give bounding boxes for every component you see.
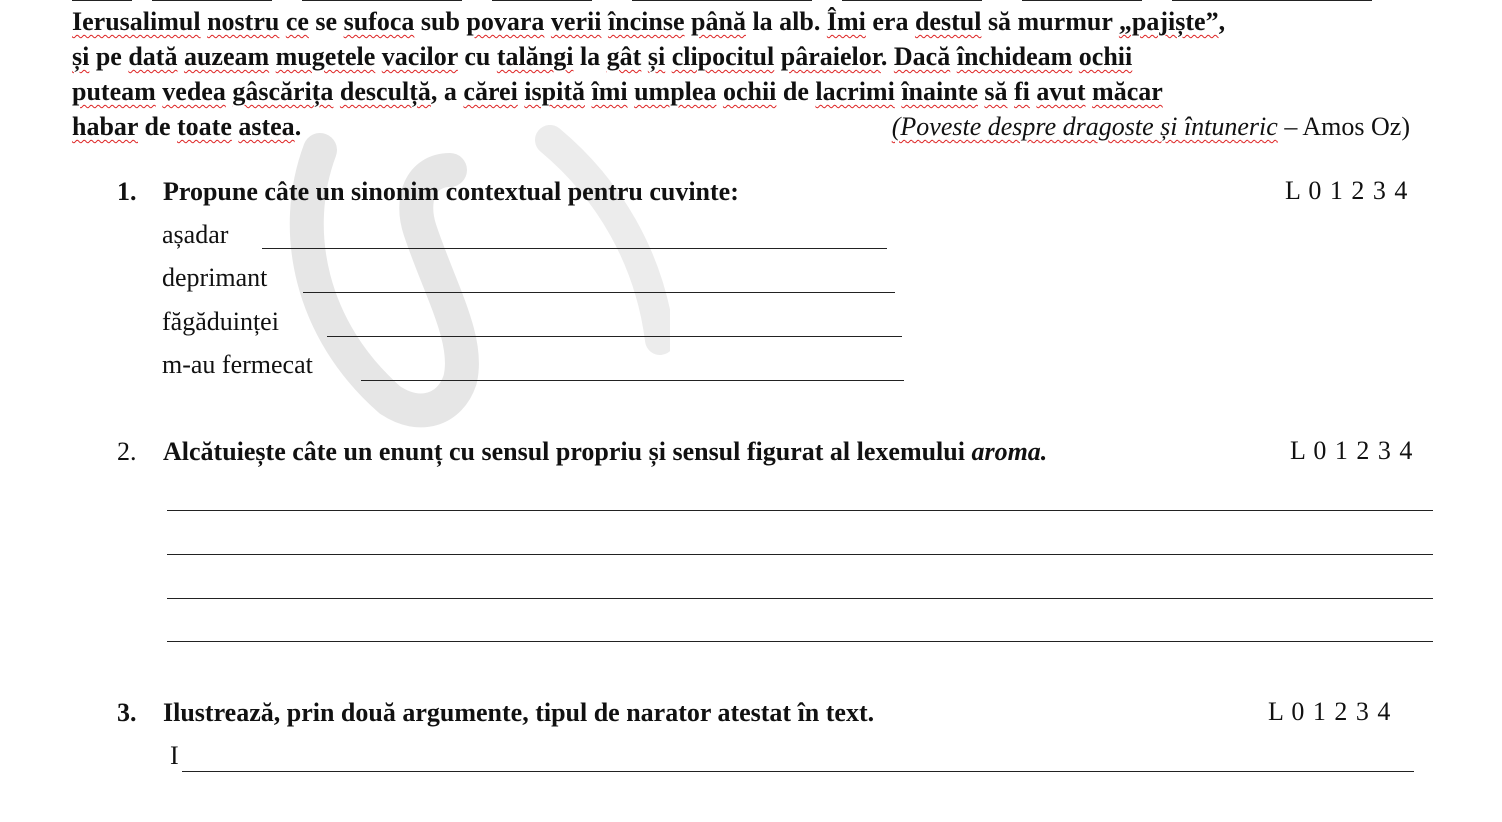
passage-word: nostru xyxy=(207,7,280,36)
question-1-number: 1. xyxy=(117,177,137,206)
passage-text: sub xyxy=(414,7,467,36)
passage-text: la alb. xyxy=(745,7,827,36)
passage-line xyxy=(72,39,1432,74)
synonym-word-1: așadar xyxy=(162,220,229,249)
passage-word: dată xyxy=(128,42,178,71)
passage-word: sufoca xyxy=(343,7,415,36)
question-2-number: 2. xyxy=(117,437,137,466)
passage-word: astea xyxy=(238,112,295,141)
passage-word: talăngi xyxy=(496,42,574,71)
passage-word: cărei xyxy=(463,77,518,106)
passage-text: . xyxy=(294,112,302,141)
passage-word: să xyxy=(984,77,1008,106)
passage-word: gât xyxy=(606,42,642,71)
answer-line-2-4[interactable] xyxy=(167,641,1433,642)
question-2-term: aroma. xyxy=(971,437,1048,466)
passage-word: Ierusalimul xyxy=(72,7,201,36)
question-1 xyxy=(117,176,1447,208)
passage-text: , a xyxy=(430,77,464,106)
question-3-score-scale: L 0 1 2 3 4 xyxy=(1268,697,1392,726)
question-3-text: Ilustrează, prin două argumente, tipul de narator atestat în text. xyxy=(163,698,875,727)
passage-word: închideam xyxy=(956,42,1073,71)
question-2-text xyxy=(163,436,1047,468)
question-2-score-scale: L 0 1 2 3 4 xyxy=(1290,436,1414,465)
question-3 xyxy=(117,697,1447,729)
source-work-title: (Poveste despre dragoste și întuneric xyxy=(891,112,1278,141)
passage-text: era xyxy=(865,7,915,36)
passage-word: Îmi xyxy=(826,7,866,36)
passage-word: măcar xyxy=(1092,77,1163,106)
passage-word: Dacă xyxy=(893,42,951,71)
question-3-number: 3. xyxy=(117,698,137,727)
argument-answer-line-1[interactable] xyxy=(182,771,1414,772)
passage-word: povara xyxy=(466,7,545,36)
question-2-text-main: Alcătuiește câte un enunț cu sensul propriu și sensul figurat al lexemului xyxy=(163,437,972,466)
passage-word: umplea xyxy=(634,77,717,106)
passage-word: mugetele xyxy=(275,42,376,71)
passage-word: habar xyxy=(72,112,138,141)
passage-word: ispită xyxy=(524,77,585,106)
question-1-text: Propune câte un sinonim contextual pentru cuvinte: xyxy=(163,177,739,206)
synonym-word-3: făgăduinței xyxy=(162,307,279,336)
passage-word: vacilor xyxy=(381,42,458,71)
passage-text: de xyxy=(138,112,177,141)
passage-text: . xyxy=(880,42,894,71)
passage-word: încinse xyxy=(607,7,685,36)
passage-source xyxy=(892,109,1410,144)
passage-word: pâraielor xyxy=(780,42,881,71)
passage-text: să murmur xyxy=(981,7,1119,36)
passage-word: clipocitul xyxy=(671,42,775,71)
passage-word: destul xyxy=(914,7,982,36)
synonym-word-4: m-au fermecat xyxy=(162,350,313,379)
passage-word: desculță xyxy=(339,77,431,106)
answer-line-2-3[interactable] xyxy=(167,598,1433,599)
passage-text: , xyxy=(1218,7,1226,36)
passage-text: se xyxy=(308,7,344,36)
passage-word: gâscărița xyxy=(232,77,334,106)
answer-line-2-1[interactable] xyxy=(167,510,1433,511)
question-2 xyxy=(117,436,1447,468)
passage-word: ce xyxy=(285,7,309,36)
passage-word: auzeam xyxy=(183,42,270,71)
passage-word: și xyxy=(72,42,90,71)
passage-word: ochii xyxy=(1078,42,1133,71)
reading-passage xyxy=(72,4,1432,144)
source-author: – Amos Oz) xyxy=(1277,112,1410,141)
synonym-answer-line-1[interactable] xyxy=(262,248,887,249)
passage-word: avut xyxy=(1036,77,1086,106)
passage-line-words xyxy=(72,112,301,141)
passage-word: înainte xyxy=(901,77,978,106)
answer-line-2-2[interactable] xyxy=(167,554,1433,555)
watermark-logo xyxy=(250,110,670,440)
question-1-score-scale: L 0 1 2 3 4 xyxy=(1285,176,1409,205)
synonym-answer-line-4[interactable] xyxy=(361,380,904,381)
passage-word: „pajiște” xyxy=(1118,7,1219,36)
passage-line xyxy=(72,4,1432,39)
passage-word: până xyxy=(691,7,746,36)
passage-line xyxy=(72,74,1432,109)
passage-word: vedea xyxy=(162,77,226,106)
passage-text: la xyxy=(573,42,607,71)
synonym-answer-line-2[interactable] xyxy=(303,292,895,293)
passage-line xyxy=(72,109,1432,144)
passage-word: îmi xyxy=(591,77,628,106)
passage-word: și xyxy=(647,42,666,71)
passage-word: lacrimi xyxy=(815,77,895,106)
passage-text: cu xyxy=(457,42,497,71)
passage-word: puteam xyxy=(72,77,156,106)
passage-word: fi xyxy=(1014,77,1030,106)
synonym-answer-line-3[interactable] xyxy=(327,336,902,337)
passage-word: ochii xyxy=(722,77,777,106)
passage-text: de xyxy=(776,77,816,106)
passage-word: verii xyxy=(550,7,602,36)
synonym-word-2: deprimant xyxy=(162,263,268,292)
passage-word: toate xyxy=(177,112,232,141)
argument-label-1: I xyxy=(170,741,179,770)
passage-text: pe xyxy=(89,42,129,71)
